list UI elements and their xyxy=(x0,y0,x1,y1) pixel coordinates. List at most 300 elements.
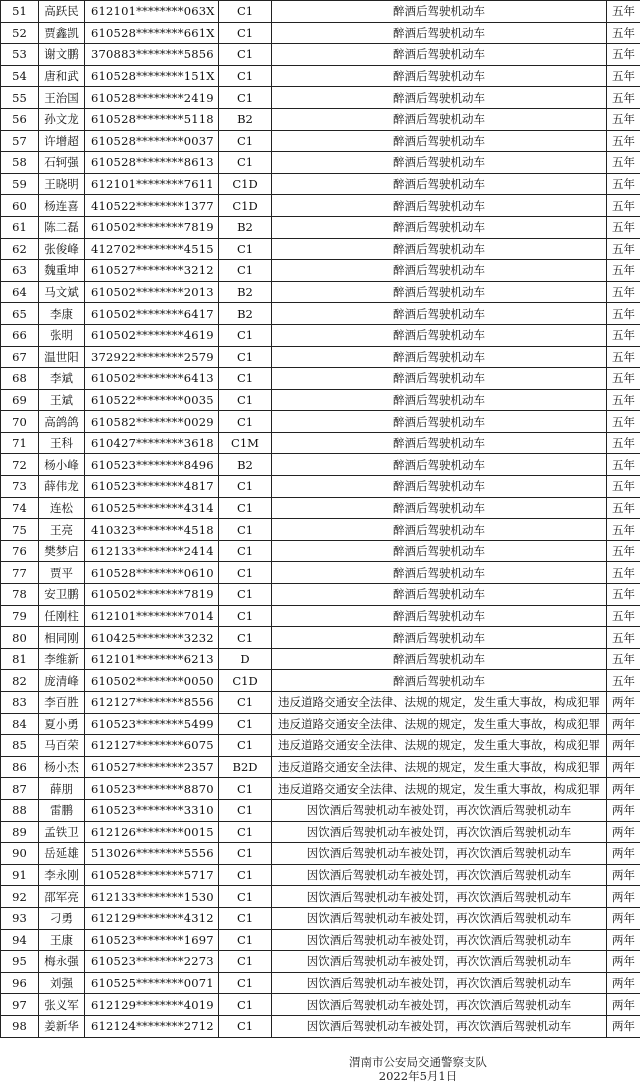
ban-duration: 五年 xyxy=(607,605,640,627)
violation-reason: 因饮酒后驾驶机动车被处罚，再次饮酒后驾驶机动车 xyxy=(272,843,607,865)
license-class: C1 xyxy=(219,130,272,152)
person-name: 魏重坤 xyxy=(39,260,85,282)
person-name: 石轲强 xyxy=(39,152,85,174)
id-number: 612101********063X xyxy=(85,1,219,23)
table-row xyxy=(1,540,640,562)
ban-duration: 五年 xyxy=(607,195,640,217)
violation-reason: 醉酒后驾驶机动车 xyxy=(272,389,607,411)
table-row xyxy=(1,692,640,714)
license-class: C1 xyxy=(219,821,272,843)
table-row xyxy=(1,195,640,217)
violation-reason: 醉酒后驾驶机动车 xyxy=(272,540,607,562)
person-name: 孙文龙 xyxy=(39,108,85,130)
table-row xyxy=(1,87,640,109)
issue-date: 2022年5月1日 xyxy=(318,1068,518,1084)
row-number: 76 xyxy=(1,540,39,562)
license-class: C1 xyxy=(219,562,272,584)
ban-duration: 五年 xyxy=(607,108,640,130)
row-number: 89 xyxy=(1,821,39,843)
row-number: 81 xyxy=(1,648,39,670)
row-number: 74 xyxy=(1,497,39,519)
id-number: 610522********0035 xyxy=(85,389,219,411)
id-number: 612101********6213 xyxy=(85,648,219,670)
row-number: 91 xyxy=(1,864,39,886)
id-number: 412702********4515 xyxy=(85,238,219,260)
row-number: 55 xyxy=(1,87,39,109)
row-number: 71 xyxy=(1,432,39,454)
person-name: 任刚柱 xyxy=(39,605,85,627)
row-number: 52 xyxy=(1,22,39,44)
row-number: 82 xyxy=(1,670,39,692)
row-number: 69 xyxy=(1,389,39,411)
id-number: 610502********2013 xyxy=(85,281,219,303)
violation-reason: 因饮酒后驾驶机动车被处罚，再次饮酒后驾驶机动车 xyxy=(272,994,607,1016)
table-row xyxy=(1,497,640,519)
id-number: 610528********661X xyxy=(85,22,219,44)
violation-reason: 醉酒后驾驶机动车 xyxy=(272,368,607,390)
ban-duration: 两年 xyxy=(607,929,640,951)
ban-duration: 两年 xyxy=(607,907,640,929)
ban-duration: 五年 xyxy=(607,411,640,433)
violation-reason: 违反道路交通安全法律、法规的规定，发生重大事故，构成犯罪 xyxy=(272,713,607,735)
id-number: 610528********0037 xyxy=(85,130,219,152)
license-class: C1D xyxy=(219,195,272,217)
violation-reason: 醉酒后驾驶机动车 xyxy=(272,519,607,541)
violation-reason: 醉酒后驾驶机动车 xyxy=(272,216,607,238)
violation-reason: 醉酒后驾驶机动车 xyxy=(272,173,607,195)
license-class: C1 xyxy=(219,540,272,562)
ban-duration: 五年 xyxy=(607,627,640,649)
id-number: 612127********6075 xyxy=(85,735,219,757)
license-class: C1 xyxy=(219,87,272,109)
id-number: 610427********3618 xyxy=(85,432,219,454)
license-class: C1 xyxy=(219,907,272,929)
row-number: 88 xyxy=(1,799,39,821)
person-name: 姜新华 xyxy=(39,1015,85,1037)
table-row xyxy=(1,735,640,757)
row-number: 75 xyxy=(1,519,39,541)
license-class: C1 xyxy=(219,1,272,23)
table-row xyxy=(1,44,640,66)
license-class: C1 xyxy=(219,799,272,821)
violation-reason: 因饮酒后驾驶机动车被处罚，再次饮酒后驾驶机动车 xyxy=(272,929,607,951)
ban-duration: 两年 xyxy=(607,713,640,735)
ban-duration: 两年 xyxy=(607,799,640,821)
id-number: 410522********1377 xyxy=(85,195,219,217)
id-number: 610582********0029 xyxy=(85,411,219,433)
license-class: C1 xyxy=(219,864,272,886)
violation-reason: 醉酒后驾驶机动车 xyxy=(272,281,607,303)
violation-reason: 醉酒后驾驶机动车 xyxy=(272,44,607,66)
id-number: 610528********8613 xyxy=(85,152,219,174)
ban-duration: 五年 xyxy=(607,173,640,195)
id-number: 612101********7014 xyxy=(85,605,219,627)
person-name: 李康 xyxy=(39,303,85,325)
person-name: 杨小杰 xyxy=(39,756,85,778)
id-number: 610528********2419 xyxy=(85,87,219,109)
row-number: 59 xyxy=(1,173,39,195)
violation-reason: 醉酒后驾驶机动车 xyxy=(272,1,607,23)
row-number: 56 xyxy=(1,108,39,130)
person-name: 贾鑫凯 xyxy=(39,22,85,44)
row-number: 65 xyxy=(1,303,39,325)
violation-reason: 醉酒后驾驶机动车 xyxy=(272,432,607,454)
table-row xyxy=(1,907,640,929)
id-number: 612129********4312 xyxy=(85,907,219,929)
row-number: 87 xyxy=(1,778,39,800)
violation-reason: 醉酒后驾驶机动车 xyxy=(272,238,607,260)
table-row xyxy=(1,605,640,627)
person-name: 张俊峰 xyxy=(39,238,85,260)
person-name: 谢文鹏 xyxy=(39,44,85,66)
id-number: 372922********2579 xyxy=(85,346,219,368)
license-class: C1 xyxy=(219,238,272,260)
person-name: 贾平 xyxy=(39,562,85,584)
license-class: C1 xyxy=(219,778,272,800)
id-number: 610528********0610 xyxy=(85,562,219,584)
id-number: 612101********7611 xyxy=(85,173,219,195)
person-name: 邵军亮 xyxy=(39,886,85,908)
row-number: 54 xyxy=(1,65,39,87)
violation-reason: 醉酒后驾驶机动车 xyxy=(272,108,607,130)
id-number: 610527********2357 xyxy=(85,756,219,778)
violation-reason: 违反道路交通安全法律、法规的规定，发生重大事故，构成犯罪 xyxy=(272,692,607,714)
violation-reason: 醉酒后驾驶机动车 xyxy=(272,65,607,87)
id-number: 610525********4314 xyxy=(85,497,219,519)
license-class: B2 xyxy=(219,108,272,130)
violation-reason: 因饮酒后驾驶机动车被处罚，再次饮酒后驾驶机动车 xyxy=(272,907,607,929)
table-row xyxy=(1,65,640,87)
violation-reason: 因饮酒后驾驶机动车被处罚，再次饮酒后驾驶机动车 xyxy=(272,799,607,821)
violation-reason: 醉酒后驾驶机动车 xyxy=(272,195,607,217)
violation-reason: 因饮酒后驾驶机动车被处罚，再次饮酒后驾驶机动车 xyxy=(272,972,607,994)
violation-reason: 醉酒后驾驶机动车 xyxy=(272,87,607,109)
row-number: 83 xyxy=(1,692,39,714)
license-class: C1 xyxy=(219,411,272,433)
license-class: D xyxy=(219,648,272,670)
person-name: 王亮 xyxy=(39,519,85,541)
license-class: C1D xyxy=(219,670,272,692)
license-class: C1 xyxy=(219,605,272,627)
ban-duration: 五年 xyxy=(607,87,640,109)
table-row xyxy=(1,584,640,606)
id-number: 610523********4817 xyxy=(85,476,219,498)
license-class: C1 xyxy=(219,713,272,735)
ban-duration: 五年 xyxy=(607,389,640,411)
ban-duration: 五年 xyxy=(607,238,640,260)
person-name: 陈二磊 xyxy=(39,216,85,238)
table-row xyxy=(1,519,640,541)
violation-reason: 违反道路交通安全法律、法规的规定，发生重大事故，构成犯罪 xyxy=(272,778,607,800)
id-number: 610502********6413 xyxy=(85,368,219,390)
table-row xyxy=(1,648,640,670)
ban-duration: 五年 xyxy=(607,584,640,606)
violation-reason: 醉酒后驾驶机动车 xyxy=(272,411,607,433)
id-number: 610502********0050 xyxy=(85,670,219,692)
table-row xyxy=(1,216,640,238)
person-name: 杨连喜 xyxy=(39,195,85,217)
row-number: 85 xyxy=(1,735,39,757)
row-number: 80 xyxy=(1,627,39,649)
row-number: 98 xyxy=(1,1015,39,1037)
license-class: C1 xyxy=(219,972,272,994)
license-class: C1 xyxy=(219,994,272,1016)
id-number: 610502********7819 xyxy=(85,584,219,606)
row-number: 64 xyxy=(1,281,39,303)
table-row xyxy=(1,778,640,800)
id-number: 610525********0071 xyxy=(85,972,219,994)
table-row xyxy=(1,303,640,325)
table-row xyxy=(1,627,640,649)
ban-duration: 五年 xyxy=(607,303,640,325)
table-row xyxy=(1,1015,640,1037)
violation-reason: 醉酒后驾驶机动车 xyxy=(272,627,607,649)
person-name: 樊梦启 xyxy=(39,540,85,562)
row-number: 66 xyxy=(1,324,39,346)
table-row xyxy=(1,562,640,584)
row-number: 95 xyxy=(1,951,39,973)
person-name: 李永刚 xyxy=(39,864,85,886)
violation-reason: 醉酒后驾驶机动车 xyxy=(272,605,607,627)
license-class: C1 xyxy=(219,44,272,66)
table-row xyxy=(1,1,640,23)
violation-reason: 醉酒后驾驶机动车 xyxy=(272,454,607,476)
license-class: C1 xyxy=(219,389,272,411)
ban-duration: 五年 xyxy=(607,519,640,541)
license-class: C1 xyxy=(219,929,272,951)
violation-reason: 违反道路交通安全法律、法规的规定，发生重大事故，构成犯罪 xyxy=(272,756,607,778)
license-class: C1 xyxy=(219,260,272,282)
person-name: 许增超 xyxy=(39,130,85,152)
person-name: 李百胜 xyxy=(39,692,85,714)
violation-reason: 醉酒后驾驶机动车 xyxy=(272,648,607,670)
person-name: 雷鹏 xyxy=(39,799,85,821)
id-number: 612124********2712 xyxy=(85,1015,219,1037)
person-name: 马文斌 xyxy=(39,281,85,303)
row-number: 70 xyxy=(1,411,39,433)
table-row xyxy=(1,843,640,865)
person-name: 高鸽鸽 xyxy=(39,411,85,433)
license-class: C1 xyxy=(219,584,272,606)
person-name: 王斌 xyxy=(39,389,85,411)
person-name: 王晓明 xyxy=(39,173,85,195)
violation-reason: 醉酒后驾驶机动车 xyxy=(272,324,607,346)
license-class: C1 xyxy=(219,65,272,87)
row-number: 61 xyxy=(1,216,39,238)
id-number: 612129********4019 xyxy=(85,994,219,1016)
person-name: 高跃民 xyxy=(39,1,85,23)
row-number: 92 xyxy=(1,886,39,908)
violation-reason: 违反道路交通安全法律、法规的规定，发生重大事故，构成犯罪 xyxy=(272,735,607,757)
table-row xyxy=(1,821,640,843)
row-number: 51 xyxy=(1,1,39,23)
license-class: B2 xyxy=(219,216,272,238)
ban-duration: 五年 xyxy=(607,260,640,282)
violation-reason: 醉酒后驾驶机动车 xyxy=(272,584,607,606)
license-class: C1 xyxy=(219,152,272,174)
license-class: C1 xyxy=(219,519,272,541)
row-number: 72 xyxy=(1,454,39,476)
id-number: 610528********151X xyxy=(85,65,219,87)
license-class: C1 xyxy=(219,324,272,346)
table-row xyxy=(1,929,640,951)
ban-duration: 两年 xyxy=(607,778,640,800)
person-name: 相同刚 xyxy=(39,627,85,649)
table-row xyxy=(1,454,640,476)
license-class: B2 xyxy=(219,281,272,303)
row-number: 93 xyxy=(1,907,39,929)
license-class: C1D xyxy=(219,173,272,195)
ban-duration: 两年 xyxy=(607,864,640,886)
table-row xyxy=(1,130,640,152)
person-name: 刁勇 xyxy=(39,907,85,929)
row-number: 84 xyxy=(1,713,39,735)
id-number: 610527********3212 xyxy=(85,260,219,282)
id-number: 612133********2414 xyxy=(85,540,219,562)
table-row xyxy=(1,281,640,303)
row-number: 67 xyxy=(1,346,39,368)
id-number: 610502********7819 xyxy=(85,216,219,238)
table-row xyxy=(1,864,640,886)
ban-duration: 两年 xyxy=(607,821,640,843)
id-number: 610528********5717 xyxy=(85,864,219,886)
license-class: C1 xyxy=(219,627,272,649)
person-name: 王科 xyxy=(39,432,85,454)
license-class: C1 xyxy=(219,735,272,757)
table-row xyxy=(1,432,640,454)
ban-duration: 五年 xyxy=(607,152,640,174)
person-name: 孟铁卫 xyxy=(39,821,85,843)
person-name: 薛伟龙 xyxy=(39,476,85,498)
license-class: B2D xyxy=(219,756,272,778)
id-number: 370883********5856 xyxy=(85,44,219,66)
table-row xyxy=(1,346,640,368)
license-class: B2 xyxy=(219,454,272,476)
person-name: 安卫鹏 xyxy=(39,584,85,606)
row-number: 97 xyxy=(1,994,39,1016)
id-number: 612133********1530 xyxy=(85,886,219,908)
person-name: 薛朋 xyxy=(39,778,85,800)
row-number: 60 xyxy=(1,195,39,217)
table-row xyxy=(1,756,640,778)
id-number: 610523********5499 xyxy=(85,713,219,735)
table-row xyxy=(1,411,640,433)
license-class: C1M xyxy=(219,432,272,454)
ban-duration: 五年 xyxy=(607,65,640,87)
table-row xyxy=(1,799,640,821)
ban-duration: 五年 xyxy=(607,497,640,519)
license-class: C1 xyxy=(219,22,272,44)
violation-reason: 因饮酒后驾驶机动车被处罚，再次饮酒后驾驶机动车 xyxy=(272,821,607,843)
violation-reason: 醉酒后驾驶机动车 xyxy=(272,260,607,282)
violation-reason: 醉酒后驾驶机动车 xyxy=(272,562,607,584)
license-class: C1 xyxy=(219,1015,272,1037)
table-row xyxy=(1,994,640,1016)
ban-duration: 五年 xyxy=(607,540,640,562)
id-number: 610528********5118 xyxy=(85,108,219,130)
ban-duration: 五年 xyxy=(607,648,640,670)
ban-duration: 两年 xyxy=(607,843,640,865)
ban-duration: 五年 xyxy=(607,130,640,152)
row-number: 90 xyxy=(1,843,39,865)
id-number: 612126********0015 xyxy=(85,821,219,843)
license-class: C1 xyxy=(219,346,272,368)
person-name: 岳延雄 xyxy=(39,843,85,865)
table-row xyxy=(1,108,640,130)
person-name: 庞清峰 xyxy=(39,670,85,692)
table-row xyxy=(1,173,640,195)
ban-duration: 两年 xyxy=(607,972,640,994)
violation-reason: 因饮酒后驾驶机动车被处罚，再次饮酒后驾驶机动车 xyxy=(272,864,607,886)
table-row xyxy=(1,22,640,44)
license-class: B2 xyxy=(219,303,272,325)
violation-reason: 醉酒后驾驶机动车 xyxy=(272,130,607,152)
row-number: 62 xyxy=(1,238,39,260)
person-name: 张明 xyxy=(39,324,85,346)
person-name: 李斌 xyxy=(39,368,85,390)
ban-duration: 五年 xyxy=(607,1,640,23)
id-number: 610523********3310 xyxy=(85,799,219,821)
row-number: 94 xyxy=(1,929,39,951)
table-row xyxy=(1,238,640,260)
table-body xyxy=(1,1,640,1038)
violation-reason: 因饮酒后驾驶机动车被处罚，再次饮酒后驾驶机动车 xyxy=(272,1015,607,1037)
violation-reason: 因饮酒后驾驶机动车被处罚，再次饮酒后驾驶机动车 xyxy=(272,886,607,908)
person-name: 王康 xyxy=(39,929,85,951)
ban-duration: 五年 xyxy=(607,346,640,368)
ban-duration: 五年 xyxy=(607,454,640,476)
ban-duration: 五年 xyxy=(607,44,640,66)
table-row xyxy=(1,368,640,390)
id-number: 610523********2273 xyxy=(85,951,219,973)
ban-duration: 两年 xyxy=(607,886,640,908)
issuing-organization: 渭南市公安局交通警察支队 xyxy=(318,1054,518,1070)
ban-duration: 五年 xyxy=(607,216,640,238)
person-name: 夏小勇 xyxy=(39,713,85,735)
license-class: C1 xyxy=(219,886,272,908)
id-number: 513026********5556 xyxy=(85,843,219,865)
table-row xyxy=(1,886,640,908)
person-name: 梅永强 xyxy=(39,951,85,973)
ban-duration: 两年 xyxy=(607,692,640,714)
violation-reason: 醉酒后驾驶机动车 xyxy=(272,152,607,174)
table-row xyxy=(1,670,640,692)
person-name: 刘强 xyxy=(39,972,85,994)
ban-duration: 五年 xyxy=(607,281,640,303)
row-number: 58 xyxy=(1,152,39,174)
table-row xyxy=(1,951,640,973)
ban-duration: 两年 xyxy=(607,756,640,778)
license-class: C1 xyxy=(219,497,272,519)
row-number: 57 xyxy=(1,130,39,152)
violation-reason: 醉酒后驾驶机动车 xyxy=(272,346,607,368)
license-class: C1 xyxy=(219,843,272,865)
license-class: C1 xyxy=(219,368,272,390)
person-name: 唐和武 xyxy=(39,65,85,87)
row-number: 79 xyxy=(1,605,39,627)
ban-duration: 两年 xyxy=(607,1015,640,1037)
id-number: 612127********8556 xyxy=(85,692,219,714)
person-name: 王治国 xyxy=(39,87,85,109)
ban-duration: 两年 xyxy=(607,735,640,757)
id-number: 610523********1697 xyxy=(85,929,219,951)
person-name: 李维新 xyxy=(39,648,85,670)
id-number: 610502********6417 xyxy=(85,303,219,325)
ban-duration: 五年 xyxy=(607,562,640,584)
row-number: 86 xyxy=(1,756,39,778)
row-number: 78 xyxy=(1,584,39,606)
violation-reason: 醉酒后驾驶机动车 xyxy=(272,303,607,325)
